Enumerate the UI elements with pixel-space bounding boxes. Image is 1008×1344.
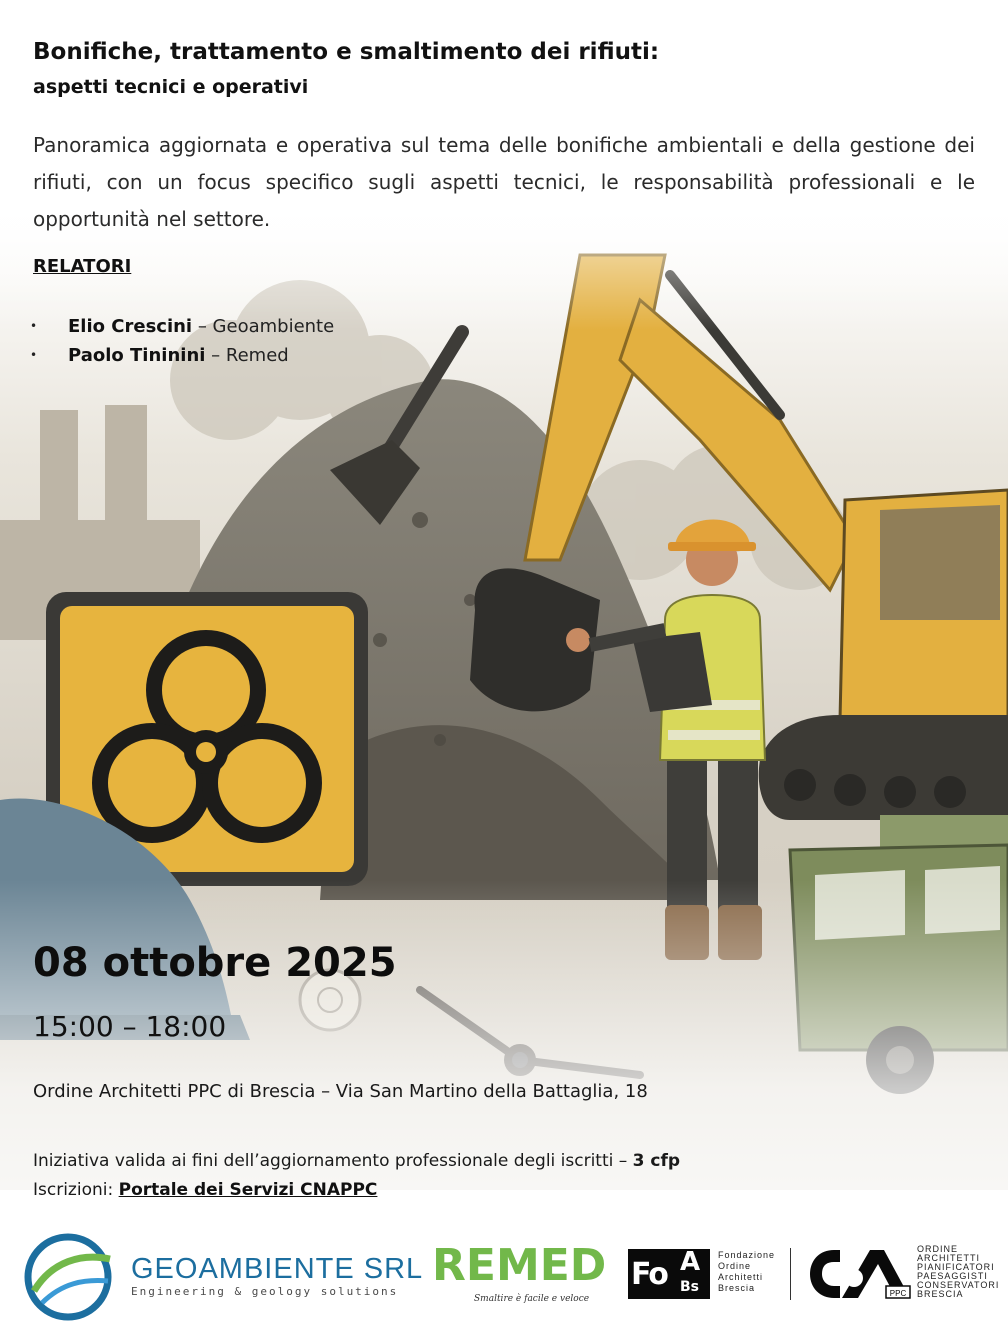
intro-paragraph: Panoramica aggiornata e operativa sul tema delle bonifiche ambientali e della gestione dei rifiuti, con un focus specifico sugli aspetti tecnici, le responsabilità professionali e le opportunità nel settore. [33, 133, 975, 231]
ordine-text [917, 1245, 999, 1298]
logo-divider [790, 1248, 791, 1300]
remed-name: REMED [432, 1240, 607, 1291]
foabs-a: A [680, 1247, 701, 1277]
registration-link[interactable]: Portale dei Servizi CNAPPC [118, 1180, 378, 1200]
ordine-line: PIANIFICATORI [917, 1261, 995, 1272]
geoambiente-tagline: Engineering & geology solutions [131, 1285, 399, 1298]
registration-label: Iscrizioni: [33, 1180, 119, 1200]
speaker-affiliation: – Remed [205, 345, 289, 366]
ordine-line: ARCHITETTI [917, 1252, 980, 1263]
registration-line [33, 1177, 377, 1203]
remed-tagline: Smaltire è facile e veloce [474, 1294, 590, 1304]
speakers-list [30, 312, 334, 370]
page-title: Bonifiche, trattamento e smaltimento dei rifiuti: [33, 39, 660, 65]
geoambiente-name: GEOAMBIENTE SRL [131, 1253, 424, 1285]
page-subtitle: aspetti tecnici e operativi [33, 76, 309, 98]
credits-line [33, 1148, 680, 1174]
event-date: 08 ottobre 2025 [33, 940, 397, 986]
geoambiente-logo-mark [22, 1231, 114, 1323]
sponsor-logos [0, 1226, 1008, 1344]
ordine-line: CONSERVATORI [917, 1279, 1000, 1290]
foabs-line: Architetti [718, 1272, 764, 1282]
ordine-logo-mark [808, 1246, 912, 1302]
foabs-fo: Fo [631, 1257, 667, 1292]
ordine-mark-label: PPC [889, 1289, 907, 1298]
bullet-icon: • [30, 319, 38, 333]
credits-text: Iniziativa valida ai fini dell’aggiornamento professionale degli iscritti – [33, 1151, 633, 1171]
foabs-bs: Bs [680, 1279, 700, 1295]
speaker-item [30, 312, 334, 341]
credits-cfp: 3 cfp [632, 1151, 681, 1171]
foabs-logo [628, 1249, 710, 1299]
foabs-line: Brescia [718, 1283, 756, 1293]
foabs-line: Fondazione [718, 1250, 776, 1260]
speaker-name: Paolo Tininini [68, 345, 206, 366]
foabs-line: Ordine [718, 1261, 752, 1271]
speaker-name: Elio Crescini [68, 316, 193, 337]
ordine-line: BRESCIA [917, 1288, 964, 1299]
event-time: 15:00 – 18:00 [33, 1010, 227, 1043]
speaker-item [30, 341, 334, 370]
ordine-line: PAESAGGISTI [917, 1270, 988, 1281]
speakers-heading: RELATORI [33, 256, 132, 277]
ordine-line: ORDINE [917, 1244, 959, 1254]
bullet-icon: • [30, 348, 38, 362]
event-venue: Ordine Architetti PPC di Brescia – Via San Martino della Battaglia, 18 [33, 1081, 648, 1102]
speaker-affiliation: – Geoambiente [192, 316, 335, 337]
foabs-text [718, 1250, 775, 1294]
